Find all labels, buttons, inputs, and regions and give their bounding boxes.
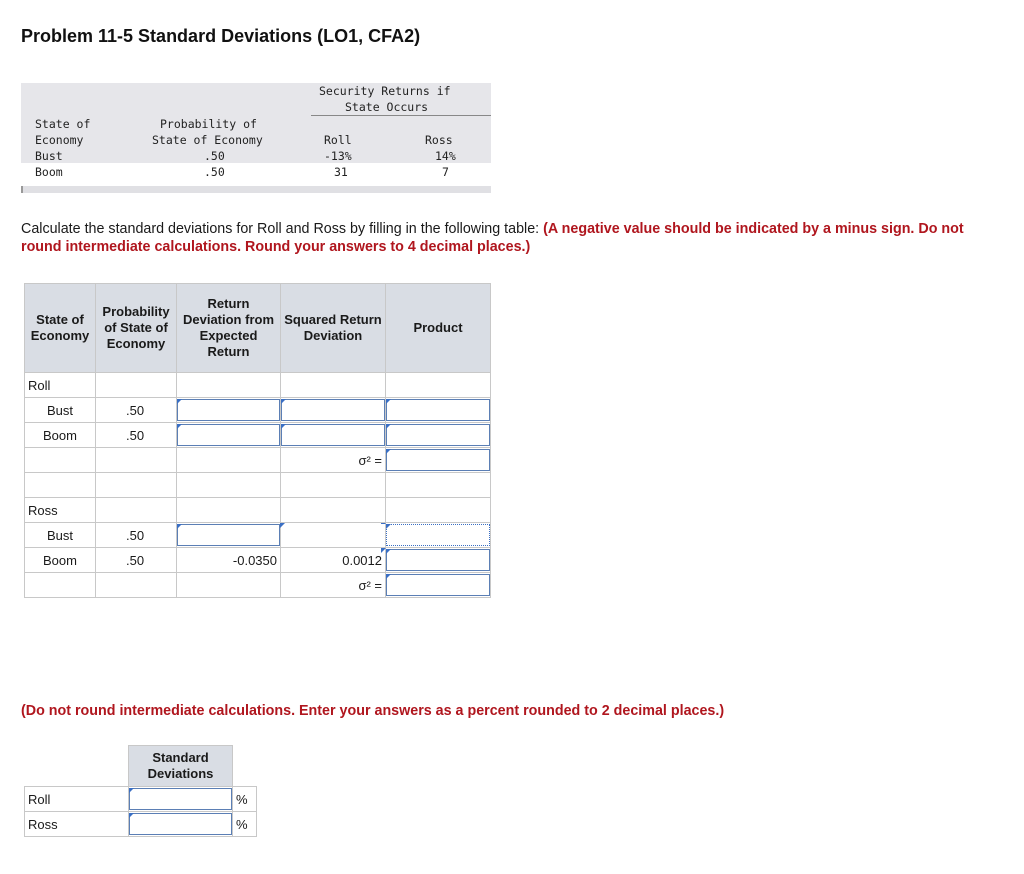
roll-bust-squared-input[interactable] bbox=[281, 399, 385, 421]
instruction-percent: (Do not round intermediate calculations. Enter your answers as a percent rounded to 2 decimal places.) bbox=[21, 703, 725, 719]
given-col2-h1: Probability of bbox=[160, 117, 257, 131]
header-standard-deviations: Standard Deviations bbox=[129, 746, 233, 787]
ross-boom-squared-value: 0.0012 bbox=[281, 548, 386, 573]
probability-value: .50 bbox=[96, 423, 177, 448]
table-row bbox=[25, 523, 491, 548]
roll-std-dev-input[interactable] bbox=[129, 788, 232, 810]
table-row bbox=[25, 812, 257, 837]
table-row bbox=[25, 573, 491, 598]
given-row-state: Boom bbox=[35, 165, 63, 179]
roll-bust-product-input[interactable] bbox=[386, 399, 490, 421]
state-label: Bust bbox=[25, 398, 96, 423]
roll-variance-input[interactable] bbox=[386, 449, 490, 471]
probability-value: .50 bbox=[96, 548, 177, 573]
instruction-text bbox=[21, 220, 1006, 256]
instruction-bold: (A negative value should be indicated by a minus sign. Do not round intermediate calculations. Round your answers to 4 decimal places.) bbox=[21, 221, 964, 255]
given-row-prob: .50 bbox=[204, 149, 225, 163]
section-label-roll: Roll bbox=[25, 373, 96, 398]
ross-boom-deviation-value: -0.0350 bbox=[177, 548, 281, 573]
given-row-roll: -13% bbox=[324, 149, 352, 163]
sigma-squared-label: σ² = bbox=[281, 573, 386, 598]
table-row bbox=[25, 787, 257, 812]
given-row-ross: 14% bbox=[435, 149, 456, 163]
header-state: State of Economy bbox=[25, 284, 96, 373]
instruction-plain: Calculate the standard deviations for Roll and Ross by filling in the following table: bbox=[21, 221, 544, 237]
roll-boom-squared-input[interactable] bbox=[281, 424, 385, 446]
std-dev-table bbox=[24, 745, 257, 837]
header-return-deviation: Return Deviation from Expected Return bbox=[177, 284, 281, 373]
given-row-roll: 31 bbox=[334, 165, 348, 179]
given-col4-h: Ross bbox=[425, 133, 453, 147]
given-row-prob: .50 bbox=[204, 165, 225, 179]
roll-boom-deviation-input[interactable] bbox=[177, 424, 280, 446]
ross-bust-product-input[interactable] bbox=[386, 524, 490, 546]
sigma-squared-label: σ² = bbox=[281, 448, 386, 473]
table-row bbox=[25, 548, 491, 573]
table-row bbox=[25, 498, 491, 523]
ross-variance-input[interactable] bbox=[386, 574, 490, 596]
given-col1-h2: Economy bbox=[35, 133, 84, 147]
header-squared-deviation: Squared Return Deviation bbox=[281, 284, 386, 373]
header-probability: Probability of State of Economy bbox=[96, 284, 177, 373]
roll-boom-product-input[interactable] bbox=[386, 424, 490, 446]
table-row bbox=[25, 448, 491, 473]
ross-boom-product-input[interactable] bbox=[386, 549, 490, 571]
table-row bbox=[25, 398, 491, 423]
ross-bust-squared-input[interactable] bbox=[281, 524, 385, 546]
probability-value: .50 bbox=[96, 523, 177, 548]
table-row bbox=[25, 423, 491, 448]
given-col1-h1: State of bbox=[35, 117, 91, 131]
given-col2-h2: State of Economy bbox=[152, 133, 263, 147]
percent-unit: % bbox=[233, 812, 257, 837]
state-label: Boom bbox=[25, 548, 96, 573]
given-group-header-1: Security Returns if bbox=[319, 84, 451, 98]
roll-bust-deviation-input[interactable] bbox=[177, 399, 280, 421]
given-row-state: Bust bbox=[35, 149, 63, 163]
state-label: Boom bbox=[25, 423, 96, 448]
given-col3-h: Roll bbox=[324, 133, 352, 147]
page-title: Problem 11-5 Standard Deviations (LO1, CFA2) bbox=[21, 26, 421, 46]
given-row-ross: 7 bbox=[442, 165, 449, 179]
given-data-table bbox=[21, 83, 491, 193]
worksheet-header-row bbox=[25, 284, 491, 373]
ross-bust-deviation-input[interactable] bbox=[177, 524, 280, 546]
probability-value: .50 bbox=[96, 398, 177, 423]
given-group-header-2: State Occurs bbox=[345, 100, 429, 114]
section-label-ross: Ross bbox=[25, 498, 96, 523]
table-row bbox=[25, 473, 491, 498]
given-group-rule bbox=[311, 115, 491, 116]
ross-std-dev-input[interactable] bbox=[129, 813, 232, 835]
std-dev-header-row bbox=[25, 746, 257, 787]
table-row bbox=[25, 373, 491, 398]
std-dev-row-label: Roll bbox=[25, 787, 129, 812]
state-label: Bust bbox=[25, 523, 96, 548]
std-dev-row-label: Ross bbox=[25, 812, 129, 837]
given-row-band bbox=[21, 147, 491, 163]
worksheet-table bbox=[24, 283, 491, 598]
percent-unit: % bbox=[233, 787, 257, 812]
given-bottom-bar bbox=[21, 186, 491, 193]
header-product: Product bbox=[386, 284, 491, 373]
